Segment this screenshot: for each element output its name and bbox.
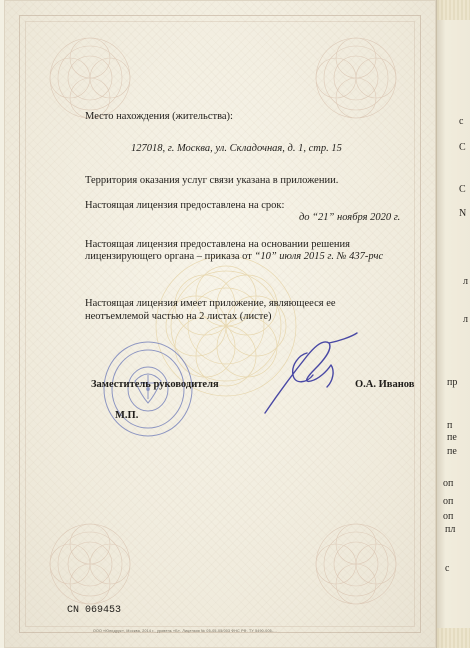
basis-line-2 [85,250,383,263]
term-label: Настоящая лицензия предоставлена на срок: [85,200,285,211]
signer-name: О.А. Иванов [355,379,415,390]
adjacent-fragment: С [459,142,466,153]
adjacent-page-border-top [437,0,470,20]
adjacent-fragment: пе [447,432,457,443]
rosette-top-right [311,33,401,123]
footer-imprint: ООО «Юнидрук», Москва, 2014 г., уровень «Б». Лицензия № 05-05-05/003 ФНС РФ. ТУ 5490-005-... [93,629,277,633]
adjacent-fragment: пр [447,377,458,388]
license-sheet [4,0,436,648]
territory-text: Территория оказания услуг связи указана в приложении. [85,175,339,186]
adjacent-fragment: пл [445,524,456,535]
adjacent-fragment: N [459,208,467,219]
appendix-line-1: Настоящая лицензия имеет приложение, являющееся ее [85,298,336,309]
signature [255,331,365,421]
adjacent-fragment: пе [447,446,457,457]
serial-number: CN 069453 [67,605,122,616]
adjacent-fragment: л [463,314,468,325]
adjacent-fragment: оп [443,496,454,507]
rosette-bottom-left [45,519,135,609]
basis-line-2-prefix: лицензирующего органа – приказа от [85,251,255,262]
signer-title: Заместитель руководителя [91,379,219,390]
rosette-bottom-right [311,519,401,609]
basis-line-1: Настоящая лицензия предоставлена на основании решения [85,239,350,250]
stamp-place: М.П. [115,410,139,421]
adjacent-fragment: л [463,276,468,287]
appendix-line-2: неотъемлемой частью на 2 листах (листе) [85,311,272,322]
adjacent-fragment: п [447,420,453,431]
adjacent-fragment: с [445,563,450,574]
adjacent-fragment: оп [443,478,454,489]
adjacent-page-edge [436,0,470,648]
address-value: 127018, г. Москва, ул. Складочная, д. 1, стр. 15 [131,143,342,154]
adjacent-fragment: оп [443,511,454,522]
address-label: Место нахождения (жительства): [85,111,233,122]
term-value: до “21” ноября 2020 г. [299,212,401,223]
order-date-number: “10” июля 2015 г. № 437-рчс [254,251,384,262]
adjacent-page-border-bottom [437,628,470,648]
adjacent-fragment: с [459,116,464,127]
adjacent-fragment: С [459,184,466,195]
